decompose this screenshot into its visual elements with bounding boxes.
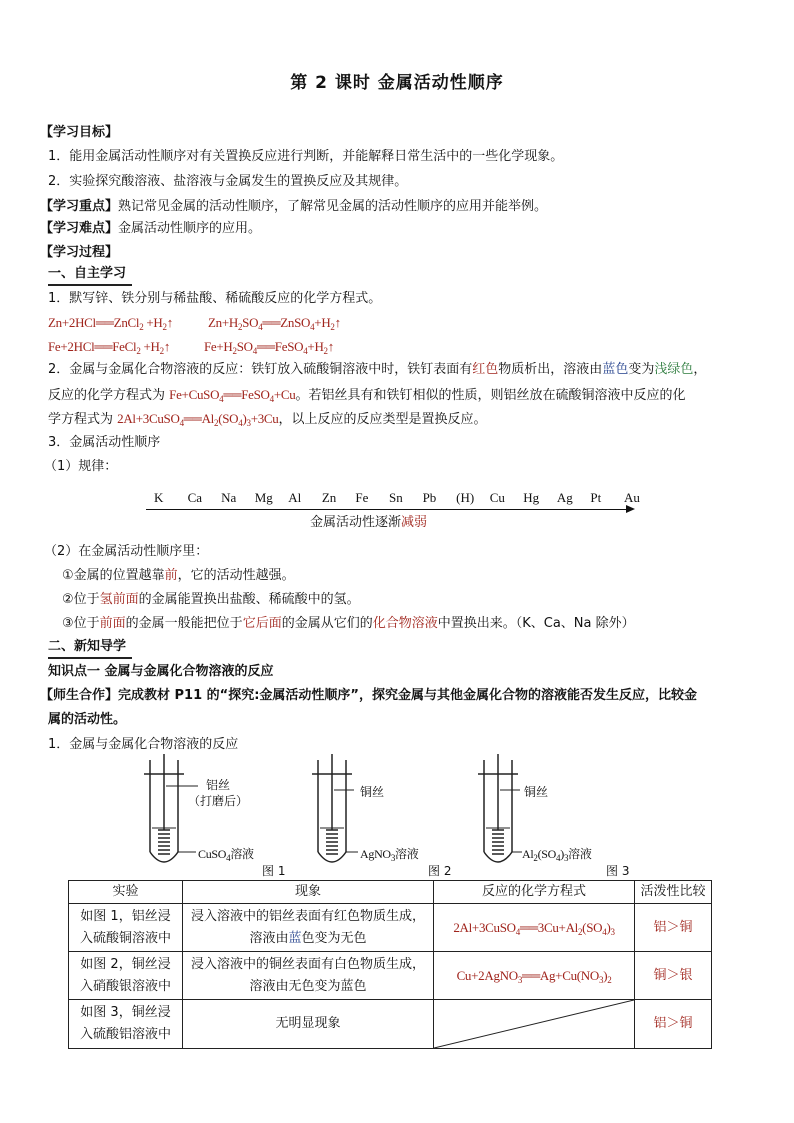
rule-2: （2）在金属活动性顺序里： [44, 544, 209, 559]
table-header-row [69, 881, 712, 904]
rule-1: （1）规律： [44, 459, 118, 474]
sequence-arrow-head [626, 505, 635, 513]
key-point-label: 【学习重点】 [40, 199, 119, 214]
sequence-label: 金属活动性逐渐减弱 [310, 515, 428, 530]
fig3-solution-label: $Al_2(SO_4)_3$溶液 [522, 847, 592, 863]
metal-symbol: Pb [422, 490, 437, 505]
metal-symbol: Na [221, 490, 237, 505]
metal-symbol: Mg [254, 490, 273, 505]
fig1-wire-note: （打磨后） [188, 794, 249, 808]
test-tube-2 [312, 754, 358, 862]
metal-symbol: Ca [187, 490, 203, 505]
learning-targets-heading: 【学习目标】 [40, 125, 119, 140]
fig3-wire-label: 铜丝 [524, 785, 549, 799]
section1-underline [48, 284, 132, 286]
row3-comparison: 铝＞铜 [635, 1000, 712, 1049]
difficulty-label: 【学习难点】 [40, 221, 119, 236]
row3-equation-empty [434, 1000, 635, 1049]
row2-equation: $Cu+2AgNO_3══Ag+Cu(NO_3)_2$ [434, 952, 635, 1000]
table-row [69, 904, 712, 952]
target-item-1: 1．能用金属活动性顺序对有关置换反应进行判断，并能解释日常生活中的一些化学现象。 [48, 149, 564, 164]
table-row [69, 1000, 712, 1049]
fig1-solution-label: CuSO$_4$溶液 [198, 847, 254, 863]
difficulty [40, 219, 261, 239]
row2-experiment: 如图 2，铜丝浸 入硝酸银溶液中 [69, 952, 183, 1000]
metal-symbol: Fe [355, 490, 369, 505]
metal-symbol: K [154, 490, 164, 505]
metal-symbol: Zn [321, 490, 337, 505]
row3-phenomenon: 无明显现象 [183, 1000, 434, 1049]
metal-symbol: (H) [456, 490, 475, 505]
fig2-caption: 图 2 [428, 864, 452, 878]
section1-title: 一、自主学习 [48, 266, 127, 281]
metal-symbol: Ag [556, 490, 573, 505]
header-experiment: 实验 [69, 881, 183, 904]
metal-symbol: Cu [489, 490, 505, 505]
header-equation: 反应的化学方程式 [434, 881, 635, 904]
coop-line-1: 【师生合作】完成教材 P11 的“探究:金属活动性顺序”，探究金属与其他金属化合物的溶液能否发生反应，比较金 [40, 688, 697, 703]
fig1-wire-label: 铝丝 [206, 778, 231, 792]
rule-2-item-3: ③位于前面的金属一般能把位于它后面的金属从它们的化合物溶液中置换出来。（K、Ca、Na 除外） [62, 616, 635, 631]
row3-experiment: 如图 3，铜丝浸 入硫酸铝溶液中 [69, 1000, 183, 1049]
fig3-caption: 图 3 [606, 864, 630, 878]
s1-question-2-line3: 学方程式为 $2Al+3CuSO_4══Al_2(SO_4)_3+3Cu$，以上反应的反应类型是置换反应。 [48, 411, 487, 428]
knowledge-point-1: 知识点一 金属与金属化合物溶液的反应 [48, 664, 274, 679]
header-phenomenon: 现象 [183, 881, 434, 904]
page-title: 第 2 课时 金属活动性顺序 [290, 73, 504, 93]
equation-fe-h2so4: $Fe+H_2SO_4══FeSO_4+H_2↑$ [204, 339, 334, 356]
fig1-caption: 图 1 [262, 864, 286, 878]
equation-zn-h2so4: $Zn+H_2SO_4══ZnSO_4+H_2↑$ [208, 315, 341, 332]
s2-question-1: 1．金属与金属化合物溶液的反应 [48, 737, 239, 752]
diagonal-slash [434, 1000, 634, 1048]
key-point-text: 熟记常见金属的活动性顺序，了解常见金属的活动性顺序的应用并能举例。 [118, 199, 548, 214]
sequence-arrow-line [146, 509, 632, 510]
row1-experiment: 如图 1，铝丝浸 入硫酸铜溶液中 [69, 904, 183, 952]
metal-sequence [154, 490, 640, 510]
row1-phenomenon: 浸入溶液中的铝丝表面有红色物质生成， 溶液由蓝色变为无色 [183, 904, 434, 952]
section2-underline [48, 657, 132, 659]
s1-question-1: 1．默写锌、铁分别与稀盐酸、稀硫酸反应的化学方程式。 [48, 291, 382, 306]
rule-2-item-1: ①金属的位置越靠前，它的活动性越强。 [62, 568, 295, 583]
metal-symbol: Au [624, 490, 640, 505]
metal-symbol: Pt [590, 490, 602, 505]
s1-question-2-line2: 反应的化学方程式为 Fe+CuSO$_4$══FeSO$_4$+Cu。若铝丝具有和铁钉相似的性质，则铝丝放在硫酸铜溶液中反应的化 [48, 387, 686, 404]
row1-comparison: 铝＞铜 [635, 904, 712, 952]
rule-2-item-2: ②位于氢前面的金属能置换出盐酸、稀硫酸中的氢。 [62, 592, 360, 607]
experiment-table [68, 880, 712, 1049]
metal-symbol: Hg [523, 490, 540, 505]
table-row [69, 952, 712, 1000]
difficulty-text: 金属活动性顺序的应用。 [118, 221, 262, 236]
equation-zn-hcl: Zn+2HCl══ZnCl$_2$ $+H_2↑$ [48, 315, 173, 332]
row1-equation: $2Al+3CuSO_4══3Cu+Al_2(SO_4)_3$ [434, 904, 635, 952]
row2-comparison: 铜＞银 [635, 952, 712, 1000]
fig2-solution-label: AgNO$_3$溶液 [360, 847, 419, 863]
target-item-2: 2．实验探究酸溶液、盐溶液与金属发生的置换反应及其规律。 [48, 174, 408, 189]
test-tube-3 [478, 754, 522, 862]
key-point [40, 197, 547, 217]
header-comparison: 活泼性比较 [635, 881, 712, 904]
s1-question-3: 3．金属活动性顺序 [48, 435, 161, 450]
s1-question-2-line1: 2．金属与金属化合物溶液的反应：铁钉放入硫酸铜溶液中时，铁钉表面有红色物质析出，溶液由蓝色变为浅绿色， [48, 362, 707, 377]
process-heading: 【学习过程】 [40, 245, 119, 260]
coop-line-2: 属的活动性。 [48, 712, 127, 727]
metal-symbol: Al [288, 490, 302, 505]
row2-phenomenon: 浸入溶液中的铜丝表面有白色物质生成， 溶液由无色变为蓝色 [183, 952, 434, 1000]
equation-fe-hcl: Fe+2HCl══FeCl$_2$ $+H_2↑$ [48, 339, 171, 356]
metal-symbol: Sn [389, 490, 403, 505]
section2-title: 二、新知导学 [48, 639, 127, 654]
fig2-wire-label: 铜丝 [360, 785, 385, 799]
